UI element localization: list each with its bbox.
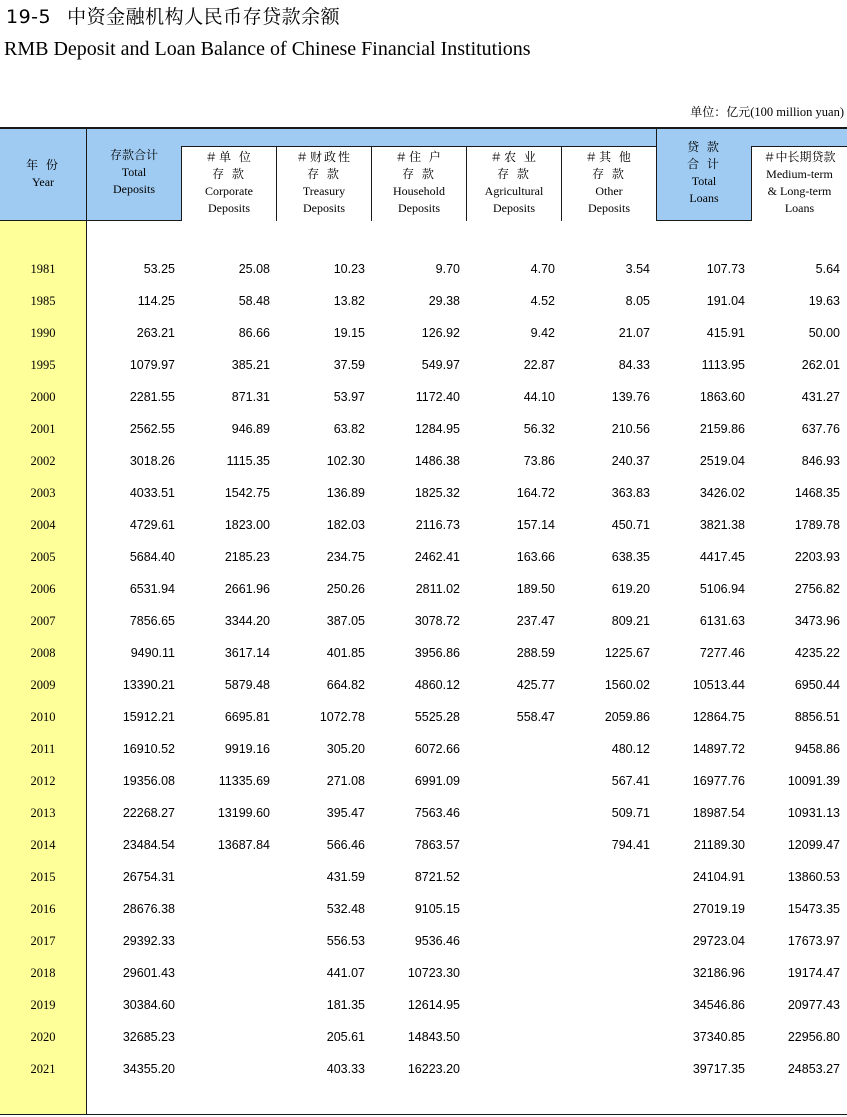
- other-cell: 139.76: [611, 390, 650, 404]
- treasury-cell: 182.03: [326, 518, 365, 532]
- agricultural-cell: 288.59: [516, 646, 555, 660]
- year-cell: 2016: [30, 902, 56, 916]
- table-title-cn: [6, 5, 340, 29]
- table-bottom-rule: [0, 1114, 847, 1115]
- longterm-cell: 8856.51: [794, 710, 840, 724]
- household-cell: 9536.46: [414, 934, 460, 948]
- table-row: [0, 1021, 847, 1053]
- other-cell: 240.37: [611, 454, 650, 468]
- longterm-cell: 262.01: [801, 358, 840, 372]
- total-cell: 7856.65: [129, 614, 175, 628]
- treasury-cell: 403.33: [326, 1062, 365, 1076]
- treasury-cell: 401.85: [326, 646, 365, 660]
- header-long-term-cn: ＃中长期贷款: [763, 150, 836, 164]
- header-divider: [656, 127, 657, 221]
- household-cell: 6072.66: [414, 742, 460, 756]
- loans-cell: 29723.04: [692, 934, 745, 948]
- total-cell: 1079.97: [129, 358, 175, 372]
- total-cell: 2562.55: [129, 422, 175, 436]
- agricultural-cell: 425.77: [516, 678, 555, 692]
- table-number: 19-5: [6, 6, 52, 28]
- household-cell: 3078.72: [414, 614, 460, 628]
- year-cell: 1981: [30, 262, 56, 276]
- header-other-cn2: 存 款: [592, 167, 626, 181]
- agricultural-cell: 164.72: [516, 486, 555, 500]
- loans-cell: 1863.60: [699, 390, 745, 404]
- longterm-cell: 15473.35: [787, 902, 840, 916]
- household-cell: 8721.52: [414, 870, 460, 884]
- longterm-cell: 17673.97: [787, 934, 840, 948]
- table-row: [0, 445, 847, 477]
- longterm-cell: 13860.53: [787, 870, 840, 884]
- total-cell: 5684.40: [129, 550, 175, 564]
- year-cell: 2010: [30, 710, 56, 724]
- longterm-cell: 20977.43: [787, 998, 840, 1012]
- table-row: [0, 413, 847, 445]
- other-cell: 21.07: [618, 326, 650, 340]
- longterm-cell: 3473.96: [794, 614, 840, 628]
- total-cell: 3018.26: [129, 454, 175, 468]
- household-cell: 1284.95: [414, 422, 460, 436]
- header-long-term: [751, 146, 847, 221]
- loans-cell: 32186.96: [692, 966, 745, 980]
- header-year-cn: 年 份: [26, 158, 60, 172]
- corporate-cell: 6695.81: [224, 710, 270, 724]
- table-row: [0, 957, 847, 989]
- household-cell: 1825.32: [414, 486, 460, 500]
- header-corporate-cn1: ＃单 位: [205, 150, 253, 164]
- other-cell: 8.05: [625, 294, 650, 308]
- loans-cell: 191.04: [706, 294, 745, 308]
- year-cell: 2021: [30, 1062, 56, 1076]
- treasury-cell: 102.30: [326, 454, 365, 468]
- table-row: [0, 925, 847, 957]
- header-total-loans-cn2: 合 计: [687, 157, 721, 171]
- loans-cell: 34546.86: [692, 998, 745, 1012]
- header-total-deposits-en1: Total: [121, 165, 147, 179]
- treasury-cell: 532.48: [326, 902, 365, 916]
- header-household-cn1: ＃住 户: [395, 150, 443, 164]
- header-corporate-cn2: 存 款: [212, 167, 246, 181]
- table-row: [0, 509, 847, 541]
- household-cell: 7563.46: [414, 806, 460, 820]
- total-cell: 263.21: [136, 326, 175, 340]
- year-cell: 2014: [30, 838, 56, 852]
- agricultural-cell: 56.32: [523, 422, 555, 436]
- loans-cell: 14897.72: [692, 742, 745, 756]
- household-cell: 2811.02: [415, 582, 460, 596]
- corporate-cell: 58.48: [238, 294, 270, 308]
- table-row: [0, 253, 847, 285]
- agricultural-cell: 189.50: [516, 582, 555, 596]
- loans-cell: 7277.46: [699, 646, 745, 660]
- header-total-deposits-cn: 存款合计: [109, 148, 158, 162]
- household-cell: 126.92: [421, 326, 460, 340]
- header-total-loans-en1: Total: [691, 174, 717, 188]
- header-corporate-en1: Corporate: [205, 184, 253, 198]
- treasury-cell: 441.07: [326, 966, 365, 980]
- treasury-cell: 395.47: [326, 806, 365, 820]
- total-cell: 19356.08: [122, 774, 175, 788]
- corporate-cell: 871.31: [231, 390, 270, 404]
- year-cell: 2008: [30, 646, 56, 660]
- table-row: [0, 541, 847, 573]
- unit-en: (100 million yuan): [750, 105, 844, 119]
- table-row: [0, 1053, 847, 1085]
- other-cell: 210.56: [611, 422, 650, 436]
- treasury-cell: 431.59: [326, 870, 365, 884]
- longterm-cell: 1789.78: [794, 518, 840, 532]
- other-cell: 1560.02: [604, 678, 650, 692]
- total-cell: 13390.21: [122, 678, 175, 692]
- other-cell: 1225.67: [604, 646, 650, 660]
- household-cell: 7863.57: [414, 838, 460, 852]
- treasury-cell: 181.35: [326, 998, 365, 1012]
- treasury-cell: 136.89: [326, 486, 365, 500]
- household-cell: 9105.15: [414, 902, 460, 916]
- longterm-cell: 50.00: [808, 326, 840, 340]
- total-cell: 34355.20: [122, 1062, 175, 1076]
- year-cell: 1990: [30, 326, 56, 340]
- header-treasury: [276, 146, 372, 221]
- table-row: [0, 893, 847, 925]
- longterm-cell: 19.63: [808, 294, 840, 308]
- total-cell: 53.25: [143, 262, 175, 276]
- total-cell: 6531.94: [129, 582, 175, 596]
- year-cell: 2009: [30, 678, 56, 692]
- agricultural-cell: 4.70: [530, 262, 555, 276]
- other-cell: 3.54: [625, 262, 650, 276]
- header-agricultural-cn1: ＃农 业: [490, 150, 538, 164]
- treasury-cell: 37.59: [333, 358, 365, 372]
- longterm-cell: 2756.82: [794, 582, 840, 596]
- other-cell: 638.35: [611, 550, 650, 564]
- treasury-cell: 250.26: [326, 582, 365, 596]
- header-corporate: [181, 146, 277, 221]
- table-row: [0, 381, 847, 413]
- loans-cell: 3426.02: [699, 486, 745, 500]
- household-cell: 29.38: [428, 294, 460, 308]
- total-cell: 114.25: [137, 294, 175, 308]
- corporate-cell: 385.21: [231, 358, 270, 372]
- total-cell: 26754.31: [122, 870, 175, 884]
- other-cell: 363.83: [611, 486, 650, 500]
- household-cell: 4860.12: [414, 678, 460, 692]
- household-cell: 1172.40: [415, 390, 460, 404]
- corporate-cell: 3344.20: [224, 614, 270, 628]
- household-cell: 16223.20: [407, 1062, 460, 1076]
- treasury-cell: 664.82: [326, 678, 365, 692]
- loans-cell: 24104.91: [692, 870, 745, 884]
- corporate-cell: 2661.96: [224, 582, 270, 596]
- other-cell: 450.71: [611, 518, 650, 532]
- other-cell: 84.33: [618, 358, 650, 372]
- header-treasury-en1: Treasury: [302, 184, 346, 198]
- header-agricultural: [466, 146, 562, 221]
- longterm-cell: 22956.80: [787, 1030, 840, 1044]
- loans-cell: 2519.04: [699, 454, 745, 468]
- agricultural-cell: 4.52: [530, 294, 555, 308]
- unit-cn: 单位：亿元: [690, 105, 751, 119]
- other-cell: 2059.86: [604, 710, 650, 724]
- longterm-cell: 637.76: [801, 422, 840, 436]
- total-cell: 4729.61: [129, 518, 175, 532]
- other-cell: 794.41: [611, 838, 650, 852]
- longterm-cell: 1468.35: [794, 486, 840, 500]
- header-treasury-cn2: 存 款: [307, 167, 341, 181]
- treasury-cell: 13.82: [333, 294, 365, 308]
- treasury-cell: 271.08: [326, 774, 365, 788]
- agricultural-cell: 157.14: [516, 518, 555, 532]
- header-treasury-en2: Deposits: [303, 201, 345, 215]
- longterm-cell: 19174.47: [787, 966, 840, 980]
- agricultural-cell: 237.47: [516, 614, 555, 628]
- year-cell: 2012: [30, 774, 56, 788]
- treasury-cell: 556.53: [326, 934, 365, 948]
- total-cell: 32685.23: [122, 1030, 175, 1044]
- longterm-cell: 6950.44: [794, 678, 840, 692]
- longterm-cell: 9458.86: [794, 742, 840, 756]
- year-cell: 2006: [30, 582, 56, 596]
- household-cell: 2462.41: [414, 550, 460, 564]
- longterm-cell: 10931.13: [787, 806, 840, 820]
- year-cell: 2017: [30, 934, 56, 948]
- year-cell: 2000: [30, 390, 56, 404]
- corporate-cell: 5879.48: [224, 678, 270, 692]
- corporate-cell: 2185.23: [224, 550, 270, 564]
- loans-cell: 18987.54: [692, 806, 745, 820]
- header-total-deposits-en2: Deposits: [113, 182, 155, 196]
- year-cell: 1995: [30, 358, 56, 372]
- household-cell: 14843.50: [407, 1030, 460, 1044]
- table-row: [0, 349, 847, 381]
- total-cell: 15912.21: [122, 710, 175, 724]
- year-cell: 2001: [30, 422, 56, 436]
- agricultural-cell: 22.87: [523, 358, 555, 372]
- household-cell: 10723.30: [407, 966, 460, 980]
- corporate-cell: 86.66: [238, 326, 270, 340]
- header-long-term-en1: Medium-term: [766, 167, 833, 181]
- total-cell: 29392.33: [122, 934, 175, 948]
- treasury-cell: 205.61: [326, 1030, 365, 1044]
- loans-cell: 5106.94: [699, 582, 745, 596]
- total-cell: 9490.11: [130, 646, 175, 660]
- total-cell: 29601.43: [122, 966, 175, 980]
- total-cell: 22268.27: [122, 806, 175, 820]
- table-row: [0, 733, 847, 765]
- corporate-cell: 3617.14: [224, 646, 270, 660]
- agricultural-cell: 163.66: [516, 550, 555, 564]
- table-row: [0, 637, 847, 669]
- loans-cell: 37340.85: [692, 1030, 745, 1044]
- total-cell: 2281.55: [129, 390, 175, 404]
- table-title-cn-text: 中资金融机构人民币存贷款余额: [67, 6, 341, 28]
- header-agricultural-en1: Agricultural: [484, 184, 544, 198]
- loans-cell: 6131.63: [699, 614, 745, 628]
- household-cell: 1486.38: [414, 454, 460, 468]
- corporate-cell: 1823.00: [224, 518, 270, 532]
- longterm-cell: 10091.39: [787, 774, 840, 788]
- year-cell: 2003: [30, 486, 56, 500]
- header-other-en2: Deposits: [588, 201, 630, 215]
- total-cell: 30384.60: [122, 998, 175, 1012]
- household-cell: 3956.86: [414, 646, 460, 660]
- table-row: [0, 765, 847, 797]
- household-cell: 6991.09: [414, 774, 460, 788]
- unit-note: [690, 104, 844, 120]
- corporate-cell: 9919.16: [224, 742, 270, 756]
- treasury-cell: 234.75: [326, 550, 365, 564]
- header-divider: [86, 127, 87, 221]
- loans-cell: 2159.86: [699, 422, 745, 436]
- treasury-cell: 10.23: [333, 262, 365, 276]
- loans-cell: 4417.45: [699, 550, 745, 564]
- year-cell: 1985: [30, 294, 56, 308]
- header-total-loans-cn1: 贷 款: [687, 140, 721, 154]
- table-row: [0, 701, 847, 733]
- header-household-en2: Deposits: [398, 201, 440, 215]
- table-row: [0, 573, 847, 605]
- agricultural-cell: 9.42: [530, 326, 555, 340]
- header-agricultural-cn2: 存 款: [497, 167, 531, 181]
- loans-cell: 27019.19: [692, 902, 745, 916]
- header-year-en: Year: [31, 175, 55, 189]
- treasury-cell: 566.46: [326, 838, 365, 852]
- longterm-cell: 5.64: [815, 262, 840, 276]
- household-cell: 12614.95: [407, 998, 460, 1012]
- table-row: [0, 285, 847, 317]
- treasury-cell: 387.05: [326, 614, 365, 628]
- other-cell: 619.20: [611, 582, 650, 596]
- header-year: [0, 127, 86, 221]
- header-household: [371, 146, 467, 221]
- corporate-cell: 11335.69: [218, 774, 270, 788]
- year-cell: 2005: [30, 550, 56, 564]
- longterm-cell: 4235.22: [794, 646, 840, 660]
- year-cell: 2015: [30, 870, 56, 884]
- total-cell: 28676.38: [122, 902, 175, 916]
- treasury-cell: 19.15: [333, 326, 365, 340]
- treasury-cell: 1072.78: [319, 710, 365, 724]
- header-treasury-cn1: ＃财政性: [295, 150, 352, 164]
- table-row: [0, 605, 847, 637]
- header-corporate-en2: Deposits: [208, 201, 250, 215]
- header-other-en1: Other: [595, 184, 623, 198]
- table-row: [0, 669, 847, 701]
- header-long-term-en2: & Long-term: [767, 184, 832, 198]
- table-row: [0, 477, 847, 509]
- agricultural-cell: 44.10: [523, 390, 555, 404]
- table-row: [0, 317, 847, 349]
- other-cell: 809.21: [611, 614, 650, 628]
- table-row: [0, 829, 847, 861]
- table-title-en: RMB Deposit and Loan Balance of Chinese Financial Institutions: [4, 38, 531, 60]
- corporate-cell: 1115.35: [226, 454, 270, 468]
- household-cell: 549.97: [421, 358, 460, 372]
- treasury-cell: 63.82: [333, 422, 365, 436]
- loans-cell: 1113.95: [701, 358, 745, 372]
- year-cell: 2018: [30, 966, 56, 980]
- longterm-cell: 12099.47: [787, 838, 840, 852]
- loans-cell: 3821.38: [699, 518, 745, 532]
- longterm-cell: 846.93: [801, 454, 840, 468]
- table-row: [0, 797, 847, 829]
- treasury-cell: 305.20: [326, 742, 365, 756]
- table-row: [0, 861, 847, 893]
- header-total-deposits: [87, 127, 181, 221]
- loans-cell: 12864.75: [692, 710, 745, 724]
- longterm-cell: 431.27: [801, 390, 840, 404]
- household-cell: 9.70: [435, 262, 460, 276]
- header-total-loans-en2: Loans: [689, 191, 719, 205]
- loans-cell: 39717.35: [692, 1062, 745, 1076]
- corporate-cell: 946.89: [231, 422, 270, 436]
- other-cell: 567.41: [611, 774, 650, 788]
- header-agricultural-en2: Deposits: [493, 201, 535, 215]
- header-total-loans: [657, 127, 751, 221]
- loans-cell: 107.73: [706, 262, 745, 276]
- total-cell: 4033.51: [129, 486, 175, 500]
- total-cell: 16910.52: [122, 742, 175, 756]
- header-household-cn2: 存 款: [402, 167, 436, 181]
- header-other: [561, 146, 657, 221]
- year-cell: 2013: [30, 806, 56, 820]
- year-cell: 2007: [30, 614, 56, 628]
- other-cell: 509.71: [611, 806, 650, 820]
- year-cell: 2002: [30, 454, 56, 468]
- longterm-cell: 2203.93: [794, 550, 840, 564]
- table-row: [0, 989, 847, 1021]
- agricultural-cell: 73.86: [523, 454, 555, 468]
- header-household-en1: Household: [393, 184, 445, 198]
- corporate-cell: 13687.84: [217, 838, 270, 852]
- loans-cell: 10513.44: [692, 678, 745, 692]
- agricultural-cell: 558.47: [516, 710, 555, 724]
- year-cell: 2004: [30, 518, 56, 532]
- year-cell: 2019: [30, 998, 56, 1012]
- loans-cell: 415.91: [706, 326, 745, 340]
- year-cell: 2011: [30, 742, 56, 756]
- header-other-cn1: ＃其 他: [585, 150, 633, 164]
- year-cell: 2020: [30, 1030, 56, 1044]
- longterm-cell: 24853.27: [787, 1062, 840, 1076]
- treasury-cell: 53.97: [333, 390, 365, 404]
- header-long-term-en3: Loans: [784, 201, 815, 215]
- household-cell: 5525.28: [414, 710, 460, 724]
- corporate-cell: 25.08: [238, 262, 270, 276]
- household-cell: 2116.73: [415, 518, 460, 532]
- corporate-cell: 1542.75: [224, 486, 270, 500]
- loans-cell: 16977.76: [692, 774, 745, 788]
- corporate-cell: 13199.60: [217, 806, 270, 820]
- loans-cell: 21189.30: [693, 838, 745, 852]
- other-cell: 480.12: [611, 742, 650, 756]
- total-cell: 23484.54: [122, 838, 175, 852]
